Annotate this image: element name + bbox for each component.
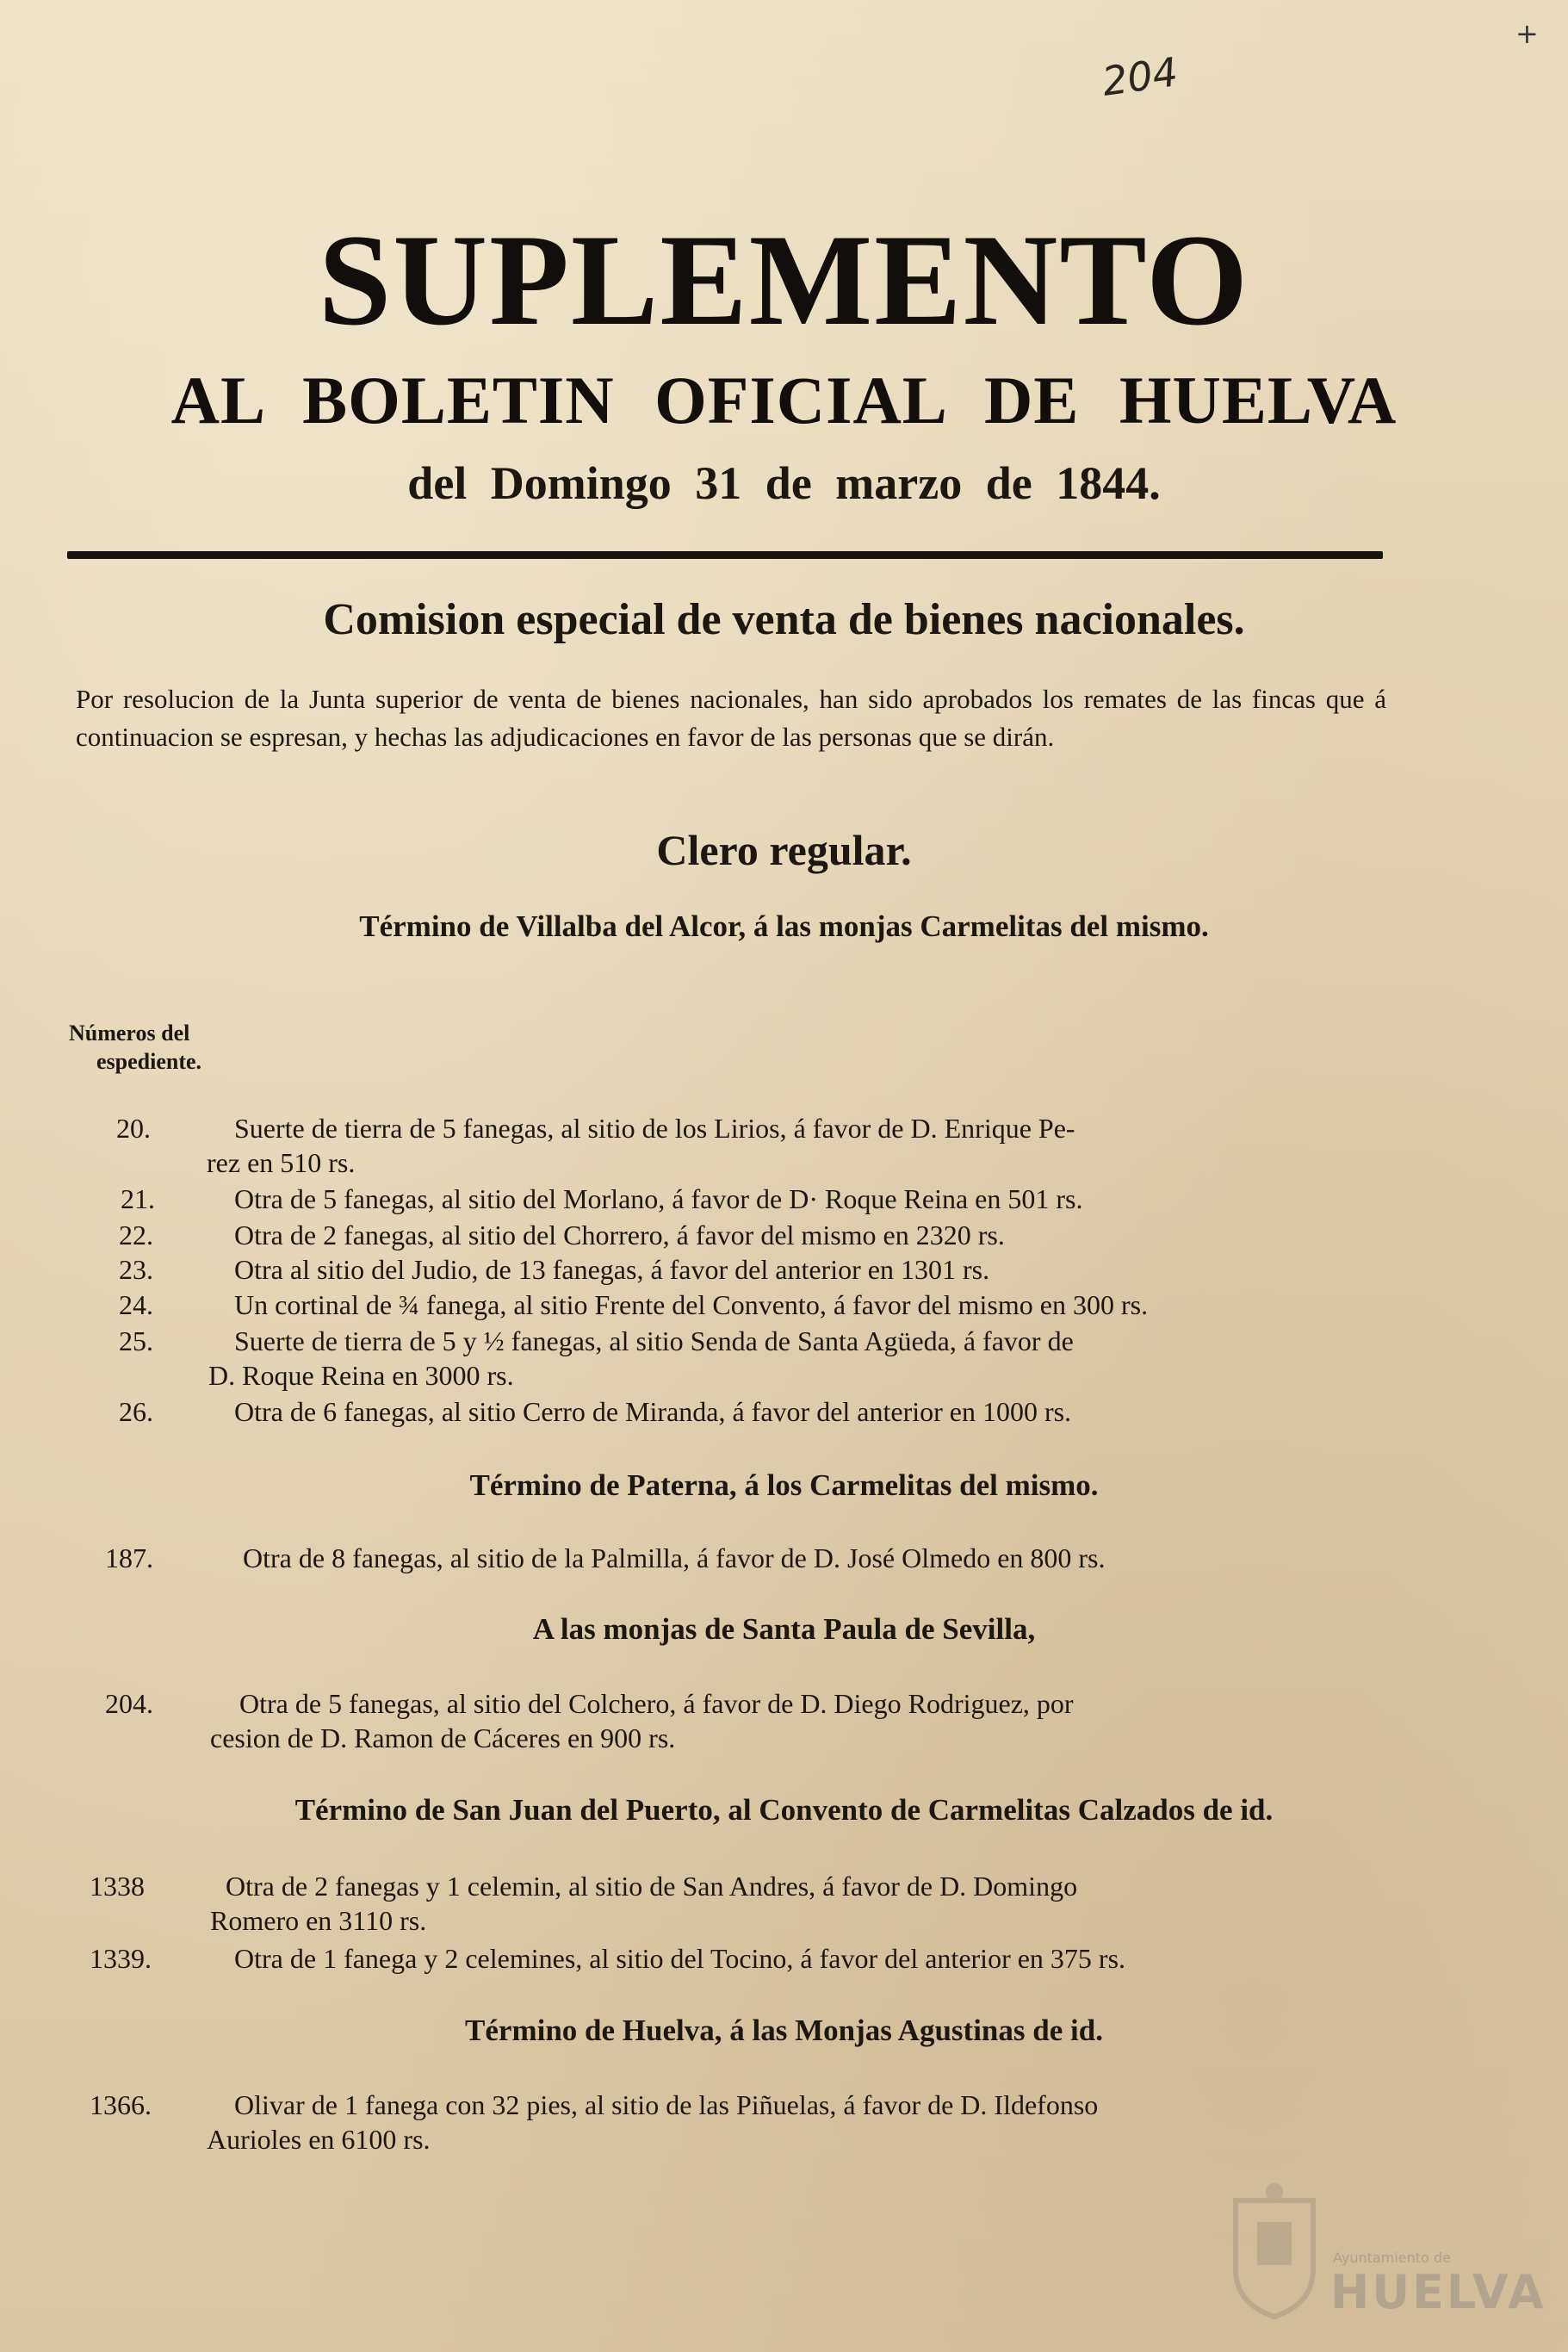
entry-continuation: D. Roque Reina en 3000 rs.	[208, 1360, 514, 1391]
entry-text: Otra de 8 fanegas, al sitio de la Palmilla, á favor de D. José Olmedo en 800 rs.	[243, 1542, 1106, 1573]
header-divider	[67, 551, 1383, 559]
entry-continuation: Romero en 3110 rs.	[210, 1905, 427, 1936]
column-label	[69, 1019, 258, 1076]
entry-text: Suerte de tierra de 5 fanegas, al sitio de los Lirios, á favor de D. Enrique Pe-	[234, 1113, 1075, 1144]
intro-paragraph: Por resolucion de la Junta superior de venta de bienes nacionales, han sido aprobados los remates de las fincas que á continuacion se espresan, y hechas las adjudicaciones en favor de las personas que se dirán.	[76, 684, 1386, 752]
entry-number: 204.	[105, 1688, 153, 1719]
entry-text: Otra de 5 fanegas, al sitio del Colchero, á favor de D. Diego Rodriguez, por	[239, 1688, 1074, 1719]
term-heading: Término de Villalba del Alcor, á las monjas Carmelitas del mismo.	[359, 909, 1209, 943]
handwritten-page-number: 204	[1099, 48, 1181, 105]
entry-text: Otra al sitio del Judio, de 13 fanegas, á favor del anterior en 1301 rs.	[234, 1254, 990, 1285]
entry-text: Olivar de 1 fanega con 32 pies, al sitio de las Piñuelas, á favor de D. Ildefonso	[234, 2089, 1099, 2120]
entry-text: Otra de 5 fanegas, al sitio del Morlano, á favor de D· Roque Reina en 501 rs.	[234, 1183, 1083, 1214]
entry-text: Otra de 2 fanegas, al sitio del Chorrero, á favor del mismo en 2320 rs.	[234, 1219, 1005, 1250]
entry-text: Un cortinal de ¾ fanega, al sitio Frente del Convento, á favor del mismo en 300 rs.	[234, 1289, 1149, 1320]
column-label-line1: Números del	[69, 1021, 190, 1046]
entry-number: 1338	[90, 1871, 145, 1902]
section-subheading: Clero regular.	[656, 826, 912, 874]
entry-number: 25.	[119, 1325, 153, 1356]
document-title: SUPLEMENTO	[318, 208, 1250, 352]
entry-text: Otra de 1 fanega y 2 celemines, al sitio del Tocino, á favor del anterior en 375 rs.	[234, 1943, 1126, 1974]
column-label-line2: espediente.	[96, 1049, 202, 1074]
entry-number: 20.	[116, 1113, 151, 1144]
entry-text: Otra de 2 fanegas y 1 celemin, al sitio de San Andres, á favor de D. Domingo	[226, 1871, 1078, 1902]
entry-continuation: cesion de D. Ramon de Cáceres en 900 rs.	[210, 1722, 676, 1753]
watermark-caption: Ayuntamiento de	[1333, 2250, 1451, 2266]
entry-number: 24.	[119, 1289, 153, 1320]
term-heading: Término de Huelva, á las Monjas Agustinas de id.	[465, 2014, 1103, 2047]
entry-number: 21.	[121, 1183, 155, 1214]
watermark-name: HUELVA	[1330, 2265, 1546, 2319]
term-heading: Término de San Juan del Puerto, al Convento de Carmelitas Calzados de id.	[294, 1793, 1274, 1827]
entry-number: 22.	[119, 1219, 153, 1250]
term-heading: Término de Paterna, á los Carmelitas del mismo.	[469, 1468, 1099, 1502]
entry-number: 1366.	[90, 2089, 152, 2120]
entry-number: 187.	[105, 1542, 153, 1573]
document-subtitle: AL BOLETIN OFICIAL DE HUELVA	[170, 363, 1398, 438]
document-dateline: del Domingo 31 de marzo de 1844.	[407, 457, 1161, 509]
entry-number: 1339.	[90, 1943, 152, 1974]
section-heading: Comision especial de venta de bienes nacionales.	[323, 595, 1245, 644]
entry-text: Suerte de tierra de 5 y ½ fanegas, al sitio Senda de Santa Agüeda, á favor de	[234, 1325, 1074, 1356]
corner-mark: +	[1515, 17, 1539, 50]
entry-text: Otra de 6 fanegas, al sitio Cerro de Miranda, á favor del anterior en 1000 rs.	[234, 1396, 1072, 1427]
term-heading: A las monjas de Santa Paula de Sevilla,	[532, 1612, 1036, 1646]
entry-continuation: Aurioles en 6100 rs.	[207, 2124, 431, 2155]
entry-continuation: rez en 510 rs.	[207, 1147, 356, 1178]
entry-number: 23.	[119, 1254, 153, 1285]
entry-number: 26.	[119, 1396, 153, 1427]
